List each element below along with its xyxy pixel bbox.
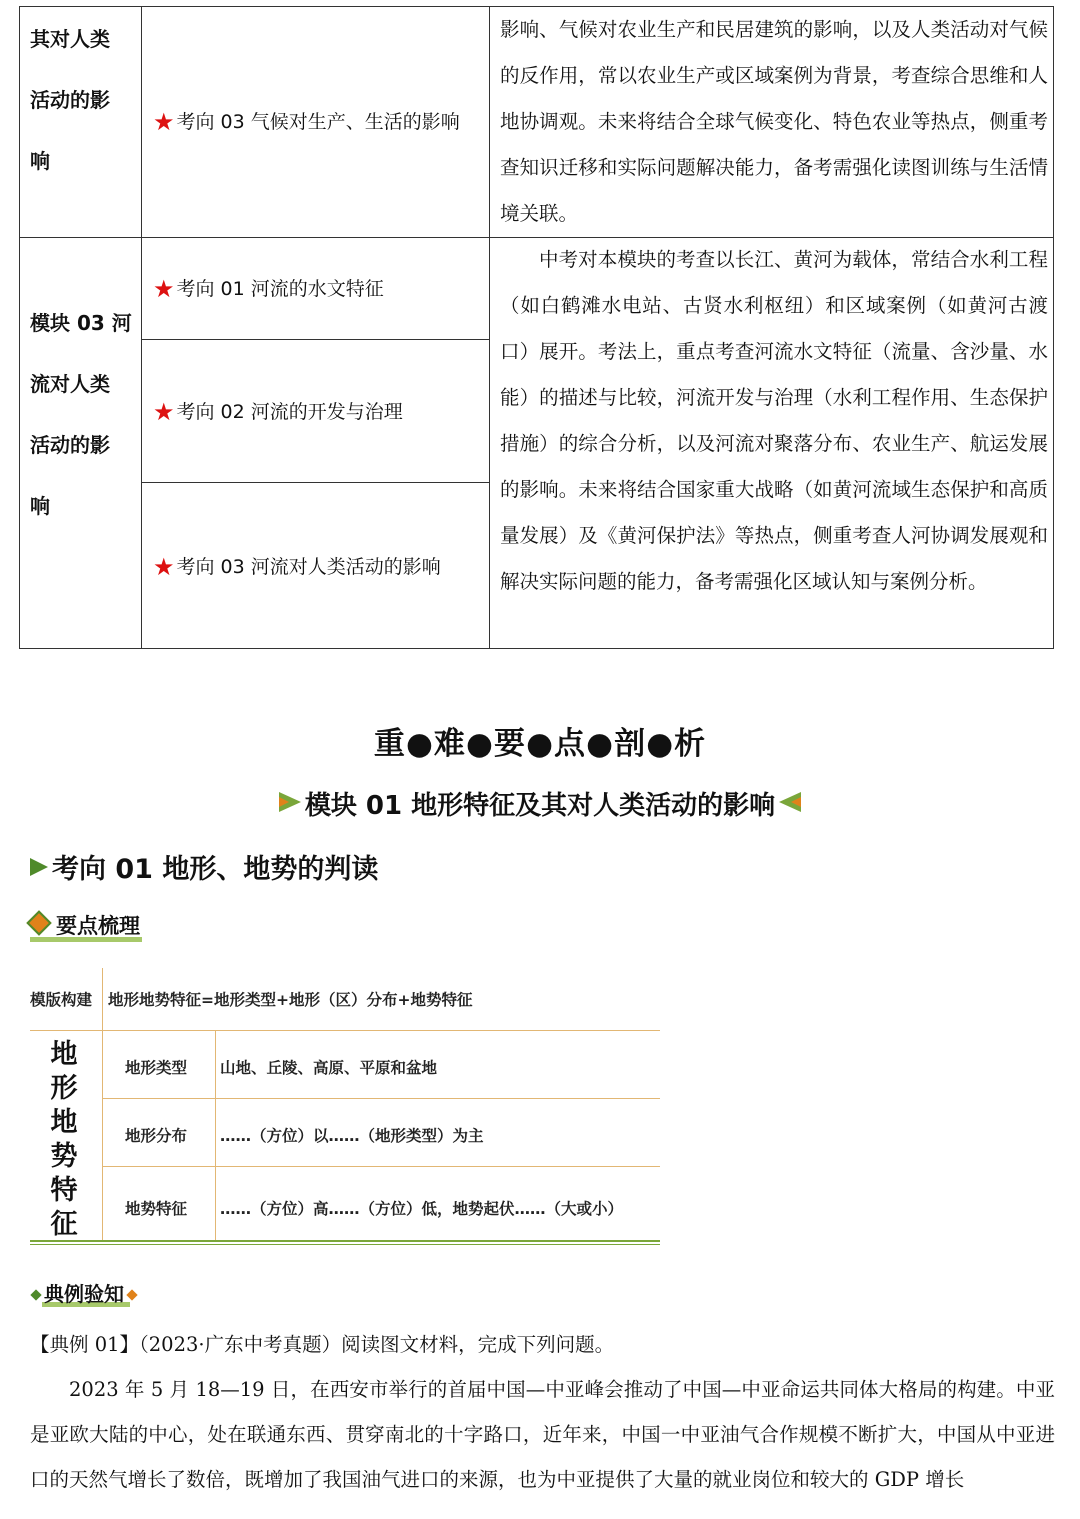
key-points-heading: 要点梳理 [30, 910, 140, 940]
star-icon: ★ [153, 553, 175, 581]
star-icon: ★ [153, 108, 175, 136]
star-icon: ★ [153, 398, 175, 426]
arrow-right-icon [279, 792, 301, 812]
module-title: 模块 01 地形特征及其对人类活动的影响 [0, 785, 1080, 822]
overview-table [19, 6, 1054, 649]
arrow-right-icon [30, 858, 48, 876]
topic-cell-river-03: ★ 考向 03 河流对人类活动的影响 [153, 553, 441, 581]
row-content-distribution: ……（方位）以……（地形类型）为主 [220, 1127, 484, 1145]
example-body: 2023 年 5 月 18—19 日，在西安市举行的首届中国—中亚峰会推动了中国—中亚命运共同体大格局的构建。中亚是亚欧大陆的中心，处在联通东西、贯穿南北的十字路口，近年来，中国一中亚油气合作规模不断扩大，中国从中亚进口的天然气增长了数倍，既增加了我国油气进口的来源，也为中亚提供了大量的就业岗位和较大的 GDP 增长 [30, 1378, 1055, 1491]
diamond-icon [26, 910, 51, 935]
row-label-distribution: 地形分布 [125, 1127, 188, 1145]
terrain-feature-label: 地形地势特征 [50, 1039, 78, 1240]
terrain-summary-table [30, 968, 660, 1248]
arrow-left-icon [779, 792, 801, 812]
module-cell-river: 模块 03 河 流对人类 活动的影 响 [30, 311, 132, 518]
row-content-relief: ……（方位）高……（方位）低，地势起伏……（大或小） [220, 1200, 624, 1218]
template-formula: 地形地势特征=地形类型+地形（区）分布+地势特征 [108, 991, 473, 1009]
topic-cell-climate-03: ★ 考向 03 气候对生产、生活的影响 [153, 108, 460, 136]
module-cell-climate: 其对人类 活动的影 响 [30, 27, 110, 173]
topic-cell-river-02: ★ 考向 02 河流的开发与治理 [153, 398, 403, 426]
topic-cell-river-01: ★ 考向 01 河流的水文特征 [153, 275, 384, 303]
desc-cell-river: 中考对本模块的考查以长江、黄河为载体，常结合水利工程（如白鹤滩水电站、古贤水利枢纽）和区域案例（如黄河古渡口）展开。考法上，重点考查河流水文特征（流量、含沙量、水能）的描述与比较，河流开发与治理（水利工程作用、生态保护措施）的综合分析，以及河流对聚落分布、农业生产、航运发展的影响。未来将结合国家重大战略（如黄河流域生态保护和高质量发展）及《黄河保护法》等热点，侧重考查人河协调发展观和解决实际问题的能力，备考需强化区域认知与案例分析。 [500, 248, 1048, 593]
topic-heading: 考向 01 地形、地势的判读 [30, 847, 378, 886]
row-label-type: 地形类型 [125, 1059, 188, 1077]
desc-cell-climate: 影响、气候对农业生产和民居建筑的影响，以及人类活动对气候的反作用，常以农业生产或区域案例为背景，考查综合思维和人地协调观。未来将结合全球气候变化、特色农业等热点，侧重考查知识迁移和实际问题解决能力，备考需强化读图训练与生活情境关联。 [500, 18, 1048, 225]
example-heading: 典例验知 [30, 1278, 136, 1307]
row-label-relief: 地势特征 [125, 1200, 188, 1218]
star-icon: ★ [153, 275, 175, 303]
example-question-head: 【典例 01】（2023·广东中考真题）阅读图文材料，完成下列问题。 [30, 1333, 615, 1356]
row-content-type: 山地、丘陵、高原、平原和盆地 [220, 1059, 438, 1077]
diamond-icon [30, 1289, 41, 1300]
diamond-icon [126, 1289, 137, 1300]
template-label: 模版构建 [30, 991, 93, 1009]
section-title: 重●难●要●点●剖●析 [373, 726, 707, 762]
